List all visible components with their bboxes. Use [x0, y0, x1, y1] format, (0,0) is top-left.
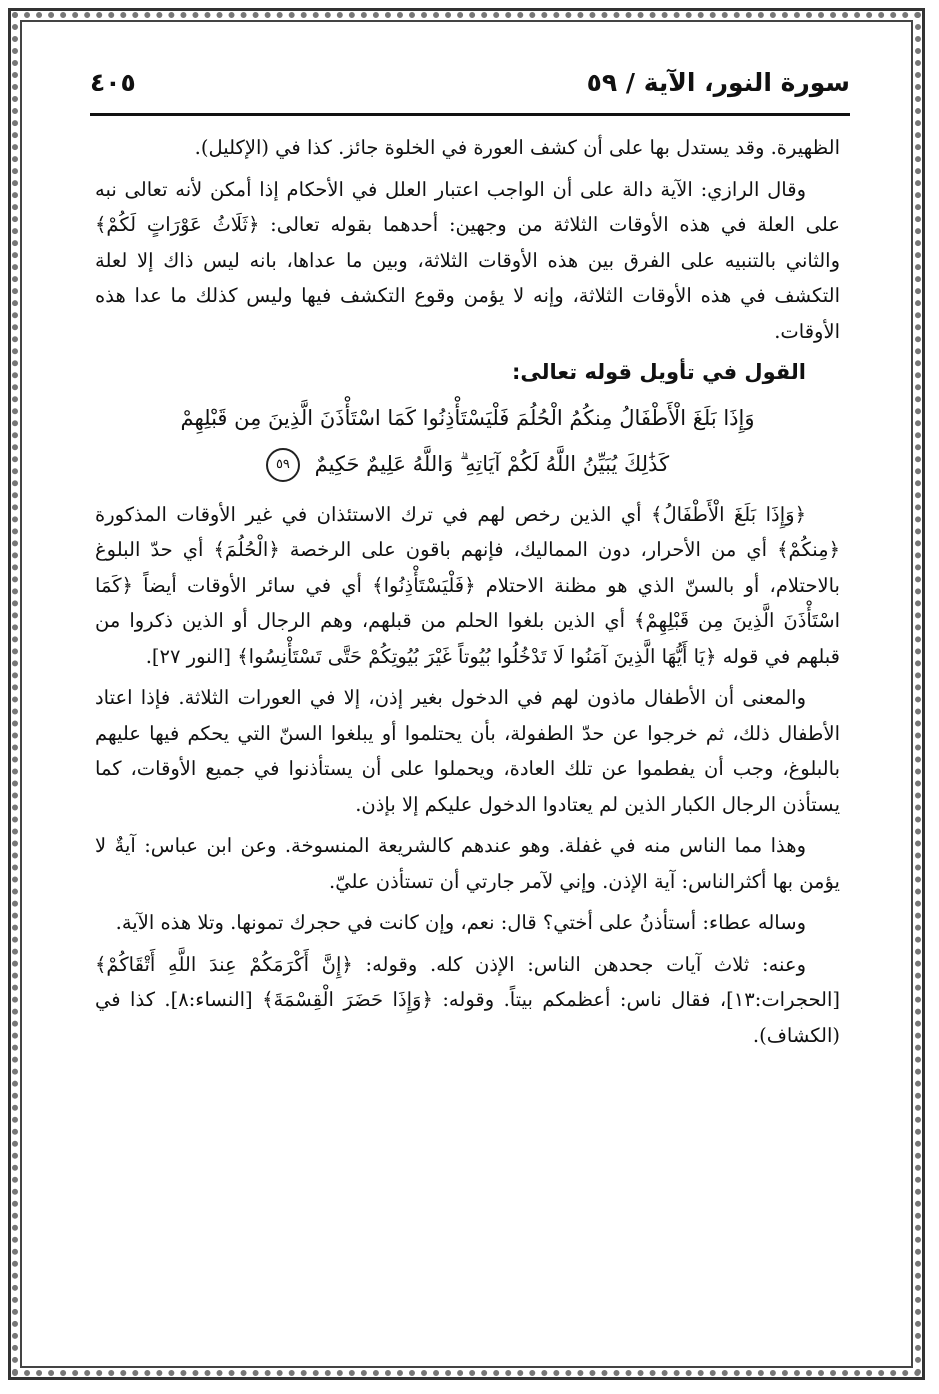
section-heading: القول في تأويل قوله تعالى:	[512, 360, 806, 384]
paragraph: ﴿وَإِذَا بَلَغَ الْأَطْفَالُ﴾ أي الذين رخص لهم في ترك الاستئذان في غير الأوقات المذكورة ﴿مِنكُمْ﴾ أي من الأحرار، دون المماليك، فإنهم باقون على الرخصة ﴿الْحُلُمَ﴾ أي حدّ البلوغ بالاحتلام، أو بالسنّ الذي هو مظنة الاحتلام ﴿فَلْيَسْتَأْذِنُوا﴾ أي في سائر الأوقات أيضاً ﴿كَمَا اسْتَأْذَنَ الَّذِينَ مِن قَبْلِهِمْ﴾ أي الذين بلغوا الحلم من قبلهم، وهم الرجال أو الذين ذكروا من قبلهم في قوله ﴿يَا أَيُّهَا الَّذِينَ آمَنُوا لَا تَدْخُلُوا بُيُوتاً غَيْرَ بُيُوتِكُمْ حَتَّى تَسْتَأْنِسُوا﴾ [النور ٢٧].	[95, 502, 840, 668]
paragraph: وساله عطاء: أستأذنُ على أختي؟ قال: نعم، وإن كانت في حجرك تمونها. وتلا هذه الآية.	[115, 911, 806, 934]
quran-verse	[95, 395, 840, 487]
page-header	[90, 68, 850, 108]
page-content	[95, 130, 840, 1059]
paragraph: الظهيرة. وقد يستدل بها على أن كشف العورة في الخلوة جائز. كذا في (الإكليل).	[194, 136, 840, 159]
verse-line-2	[95, 441, 840, 487]
header-rule	[90, 113, 850, 116]
surah-title: سورة النور، الآية / ٥٩	[586, 68, 850, 97]
paragraph: وهذا مما الناس منه في غفلة. وهو عندهم كالشريعة المنسوخة. وعن ابن عباس: آيةٌ لا يؤمن بها أكثرالناس: آية الإذن. وإني لآمر جارتي أن تستأذن عليّ.	[95, 834, 840, 893]
paragraph: والمعنى أن الأطفال ماذون لهم في الدخول بغير إذن، إلا في العورات الثلاثة. فإذا اعتاد الأطفال ذلك، ثم خرجوا عن حدّ الطفولة، بأن يحتلموا أو يبلغوا السنّ التي يحكم فيها عليهم بالبلوغ، وجب أن يفطموا عن تلك العادة، ويحملوا على أن يستأذنوا في جميع الأوقات، كما يستأذن الرجال الكبار الذين لم يعتادوا الدخول عليكم إلا بإذن.	[95, 686, 840, 816]
verse-line-2-text: كَذَٰلِكَ يُبَيِّنُ اللَّهُ لَكُمْ آيَاتِهِ ۗ وَاللَّهُ عَلِيمٌ حَكِيمٌ	[314, 451, 670, 476]
ayah-number-mark: ٥٩	[266, 448, 300, 482]
page-number: ٤٠٥	[90, 68, 136, 97]
paragraph: وقال الرازي: الآية دالة على أن الواجب اعتبار العلل في الأحكام إذا أمكن لأنه تعالى نبه على العلة في هذه الأوقات الثلاثة من وجهين: أحدهما بقوله تعالى: ﴿ثَلَاثُ عَوْرَاتٍ لَكُمْ﴾ والثاني بالتنبيه على الفرق بين هذه الأوقات الثلاثة، وبين ما عداها، بانه ليس ذاك إلا لعلة التكشف في هذه الأوقات الثلاثة، وإنه لا يؤمن وقوع التكشف فيها وليس كذلك ما عدا هذه الأوقات.	[95, 177, 840, 343]
verse-line-1: وَإِذَا بَلَغَ الْأَطْفَالُ مِنكُمُ الْحُلُمَ فَلْيَسْتَأْذِنُوا كَمَا اسْتَأْذَنَ الَّذِينَ مِن قَبْلِهِمْ	[180, 405, 755, 430]
paragraph: وعنه: ثلاث آيات جحدهن الناس: الإذن كله. وقوله: ﴿إِنَّ أَكْرَمَكُمْ عِندَ اللَّهِ أَتْقَاكُمْ﴾ [الحجرات:١٣]، فقال ناس: أعظمكم بيتاً. وقوله: ﴿وَإِذَا حَضَرَ الْقِسْمَةَ﴾ [النساء:٨]. كذا في (الكشاف).	[95, 952, 840, 1047]
